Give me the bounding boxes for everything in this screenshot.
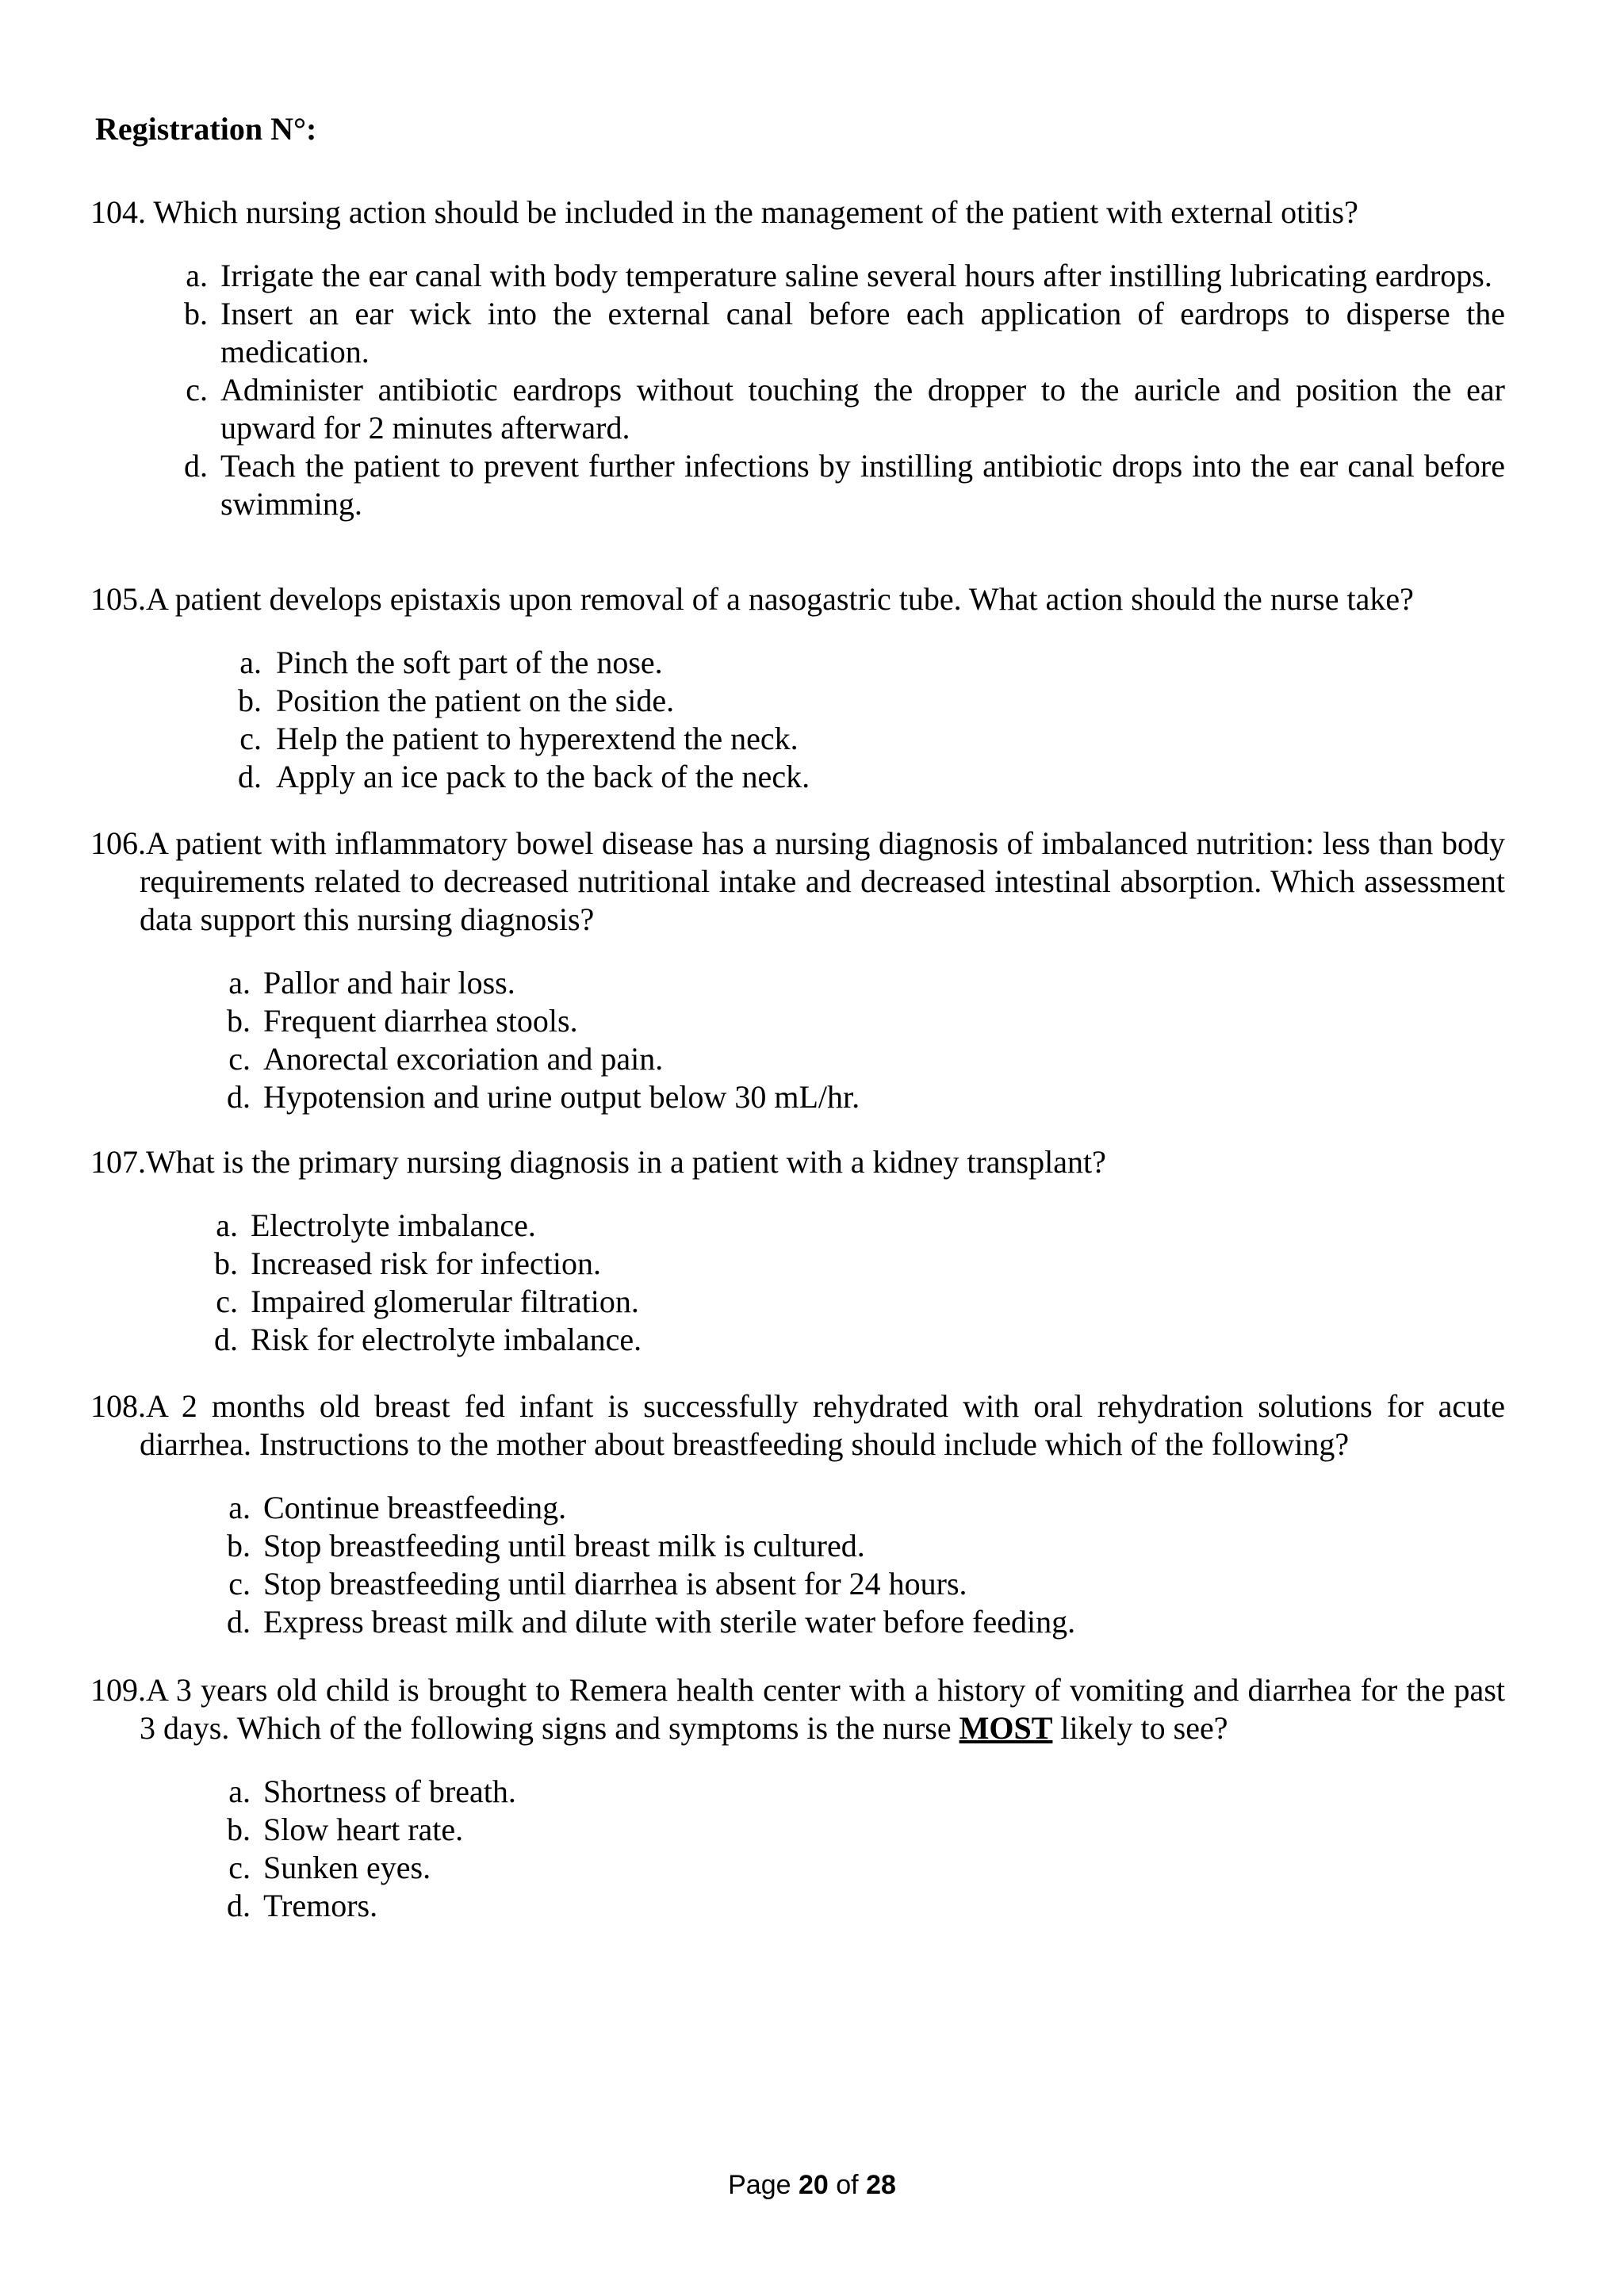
answer-options xyxy=(90,1207,1505,1359)
answer-option-d[interactable] xyxy=(90,1078,1505,1116)
option-text: Impaired glomerular filtration. xyxy=(251,1284,639,1319)
answer-option-a[interactable] xyxy=(90,1489,1505,1527)
answer-option-a[interactable] xyxy=(90,257,1505,295)
question-stem: A 2 months old breast fed infant is successfully rehydrated with oral rehydration solutions for acute diarrhea. Instructions to the mother about breastfeeding should include which of the following? xyxy=(140,1388,1505,1462)
question-stem: A 3 years old child is brought to Remera health center with a history of vomiting and diarrhea for the past 3 days. Which of the following signs and symptoms is the nurse xyxy=(140,1672,1505,1746)
option-letter: a. xyxy=(186,258,208,293)
question-text xyxy=(90,1671,1505,1747)
answer-option-d[interactable] xyxy=(90,1321,1505,1359)
option-letter: a. xyxy=(216,1207,238,1243)
answer-option-b[interactable] xyxy=(90,682,1505,720)
question-text xyxy=(90,1387,1505,1464)
option-text: Administer antibiotic eardrops without touching the dropper to the auricle and position the ear upward for 2 minutes afterward. xyxy=(220,372,1505,446)
option-text: Frequent diarrhea stools. xyxy=(263,1003,578,1039)
question-107 xyxy=(90,1143,1505,1359)
option-letter: b. xyxy=(227,1528,251,1563)
page-footer xyxy=(0,2168,1624,2202)
option-letter: a. xyxy=(228,965,251,1001)
option-letter: b. xyxy=(227,1812,251,1847)
question-number: 107. xyxy=(90,1144,146,1180)
option-letter: c. xyxy=(239,721,262,756)
answer-option-c[interactable] xyxy=(90,1565,1505,1603)
option-text: Shortness of breath. xyxy=(263,1774,516,1809)
question-text xyxy=(90,825,1505,939)
answer-option-b[interactable] xyxy=(90,1811,1505,1849)
registration-label: Registration N°: xyxy=(95,111,317,147)
question-stem: Which nursing action should be included in the management of the patient with external otitis? xyxy=(153,194,1358,230)
question-text xyxy=(90,1143,1505,1181)
option-text: Apply an ice pack to the back of the neck. xyxy=(276,759,810,794)
answer-option-b[interactable] xyxy=(90,1527,1505,1565)
option-text: Teach the patient to prevent further infections by instilling antibiotic drops into the ear canal before swimming. xyxy=(220,448,1505,522)
answer-option-b[interactable] xyxy=(90,295,1505,371)
option-text: Sunken eyes. xyxy=(263,1850,431,1885)
option-letter: c. xyxy=(228,1566,251,1601)
option-letter: b. xyxy=(227,1003,251,1039)
answer-options xyxy=(90,1773,1505,1925)
answer-option-b[interactable] xyxy=(90,1245,1505,1283)
question-106 xyxy=(90,825,1505,1116)
option-letter: d. xyxy=(227,1888,251,1923)
option-text: Hypotension and urine output below 30 mL/hr. xyxy=(263,1079,860,1115)
question-number: 109. xyxy=(90,1672,146,1708)
answer-option-a[interactable] xyxy=(90,964,1505,1002)
option-text: Pinch the soft part of the nose. xyxy=(276,645,663,680)
question-104 xyxy=(90,193,1505,523)
option-letter: c. xyxy=(228,1041,251,1077)
option-text: Position the patient on the side. xyxy=(276,683,675,718)
answer-options xyxy=(90,1489,1505,1641)
answer-option-a[interactable] xyxy=(90,644,1505,682)
option-text: Irrigate the ear canal with body temperature saline several hours after instilling lubricating eardrops. xyxy=(220,258,1492,293)
option-text: Continue breastfeeding. xyxy=(263,1490,567,1525)
question-stem-end: likely to see? xyxy=(1052,1710,1228,1746)
emphasis-most: MOST xyxy=(959,1710,1053,1746)
answer-option-d[interactable] xyxy=(90,1887,1505,1925)
option-text: Help the patient to hyperextend the neck. xyxy=(276,721,799,756)
option-letter: d. xyxy=(214,1322,238,1357)
answer-option-c[interactable] xyxy=(90,1283,1505,1321)
option-text: Anorectal excoriation and pain. xyxy=(263,1041,664,1077)
answer-option-c[interactable] xyxy=(90,1849,1505,1887)
question-stem: What is the primary nursing diagnosis in a patient with a kidney transplant? xyxy=(146,1144,1106,1180)
answer-options xyxy=(90,257,1505,523)
option-letter: c. xyxy=(228,1850,251,1885)
answer-option-d[interactable] xyxy=(90,1603,1505,1641)
question-number: 104. xyxy=(90,194,146,230)
answer-option-a[interactable] xyxy=(90,1207,1505,1245)
answer-option-d[interactable] xyxy=(90,447,1505,523)
question-number: 105. xyxy=(90,581,146,617)
question-stem: A patient develops epistaxis upon removal of a nasogastric tube. What action should the nurse take? xyxy=(146,581,1414,617)
answer-options xyxy=(90,644,1505,796)
question-number: 106. xyxy=(90,825,146,861)
option-letter: a. xyxy=(239,645,262,680)
answer-option-c[interactable] xyxy=(90,371,1505,447)
option-text: Increased risk for infection. xyxy=(251,1246,602,1281)
question-109 xyxy=(90,1671,1505,1925)
option-text: Slow heart rate. xyxy=(263,1812,464,1847)
answer-option-c[interactable] xyxy=(90,1040,1505,1078)
page-word: Page xyxy=(728,2170,791,2200)
total-pages-number: 28 xyxy=(866,2170,896,2200)
answer-option-d[interactable] xyxy=(90,758,1505,796)
question-number: 108. xyxy=(90,1388,146,1424)
option-text: Electrolyte imbalance. xyxy=(251,1207,536,1243)
option-letter: b. xyxy=(238,683,262,718)
option-text: Stop breastfeeding until breast milk is cultured. xyxy=(263,1528,865,1563)
answer-option-a[interactable] xyxy=(90,1773,1505,1811)
option-letter: c. xyxy=(186,372,208,408)
question-stem: A patient with inflammatory bowel disease has a nursing diagnosis of imbalanced nutrition: less than body requirements related to decreased nutritional intake and decreased intestinal absorption. Which assessment data support this nursing diagnosis? xyxy=(140,825,1505,937)
of-word: of xyxy=(836,2170,859,2200)
option-letter: b. xyxy=(184,296,208,331)
option-text: Pallor and hair loss. xyxy=(263,965,515,1001)
option-text: Risk for electrolyte imbalance. xyxy=(251,1322,642,1357)
option-letter: a. xyxy=(228,1774,251,1809)
option-letter: a. xyxy=(228,1490,251,1525)
option-letter: d. xyxy=(227,1604,251,1640)
option-text: Express breast milk and dilute with sterile water before feeding. xyxy=(263,1604,1076,1640)
answer-options xyxy=(90,964,1505,1116)
option-text: Insert an ear wick into the external canal before each application of eardrops to disperse the medication. xyxy=(220,296,1505,369)
current-page-number: 20 xyxy=(798,2170,829,2200)
question-105 xyxy=(90,580,1505,796)
option-letter: d. xyxy=(227,1079,251,1115)
option-letter: d. xyxy=(238,759,262,794)
option-text: Stop breastfeeding until diarrhea is absent for 24 hours. xyxy=(263,1566,967,1601)
question-text xyxy=(90,580,1505,618)
option-letter: b. xyxy=(214,1246,238,1281)
answer-option-b[interactable] xyxy=(90,1002,1505,1040)
answer-option-c[interactable] xyxy=(90,720,1505,758)
option-letter: d. xyxy=(184,448,208,484)
option-text: Tremors. xyxy=(263,1888,378,1923)
option-letter: c. xyxy=(216,1284,238,1319)
question-108 xyxy=(90,1387,1505,1641)
question-text xyxy=(90,193,1505,232)
